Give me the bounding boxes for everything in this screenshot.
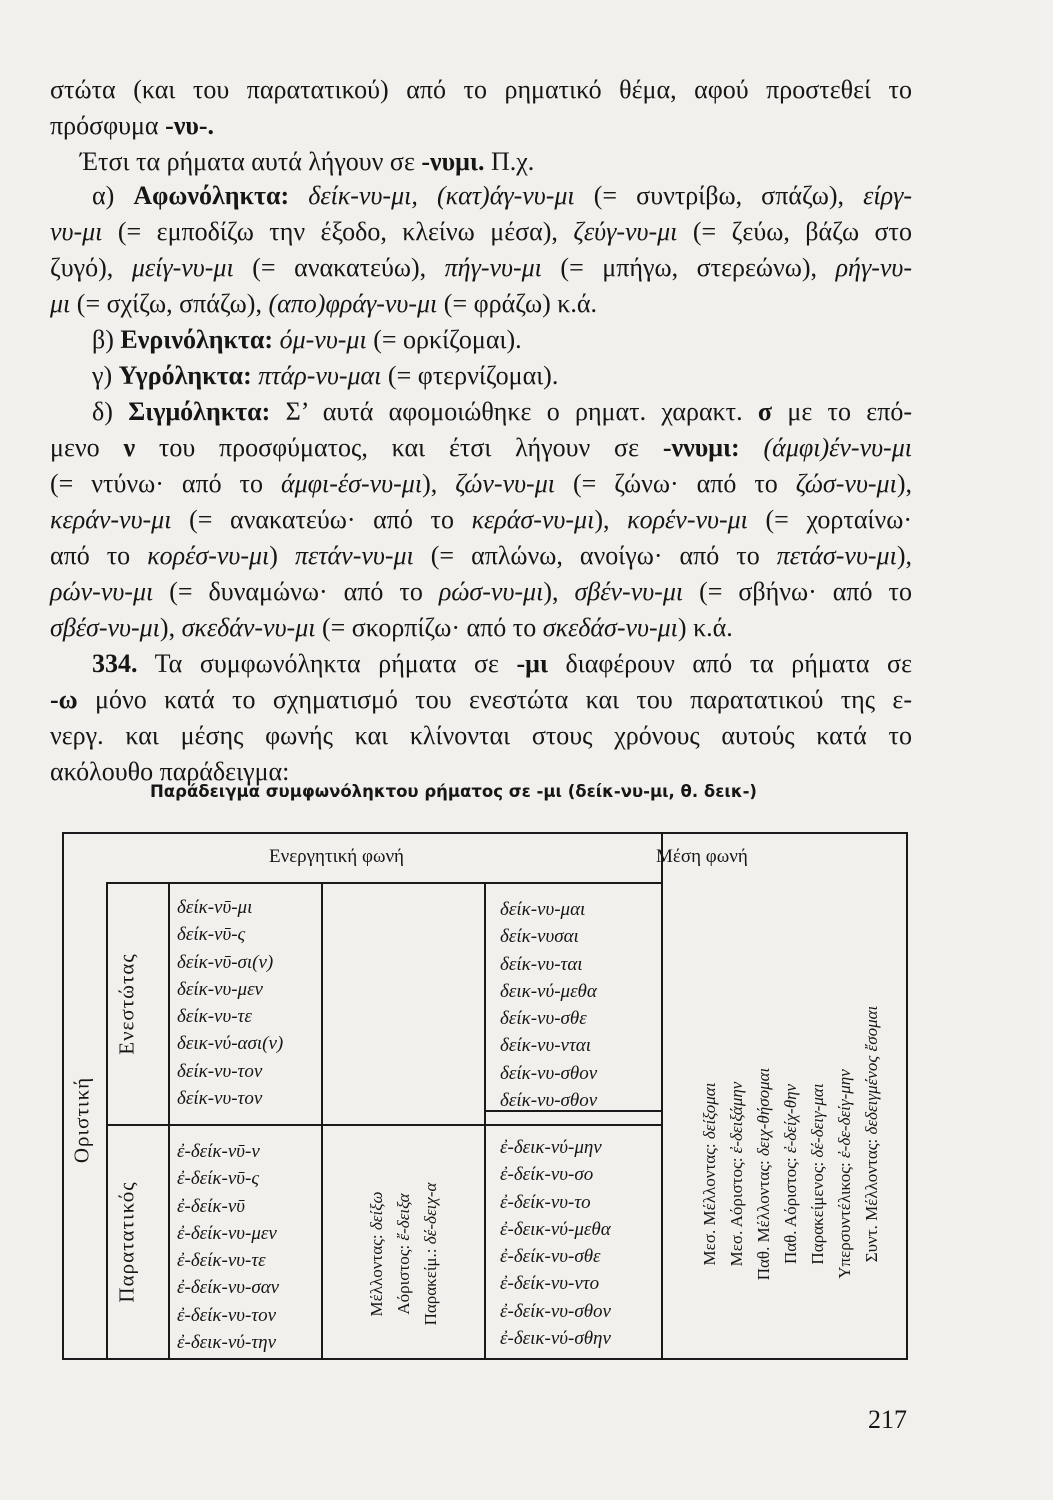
form-item: ἐ-δεικ-νύ-μεθα	[500, 1218, 611, 1240]
form-item: δείκ-νυ-νται	[500, 1035, 592, 1057]
voice-divider	[661, 834, 663, 1358]
text-line-2: πρόσφυμα -νυ-.	[50, 111, 214, 140]
para-334-line-1: 334. Τα συμφωνόληκτα ρήματα σε -μι διαφέρουν από τα ρήματα σε	[92, 649, 912, 678]
form-item: δείκ-νυ-μεν	[177, 978, 263, 1000]
form-item: δείκ-νυ-σθον	[500, 1062, 598, 1084]
alpha-line-2: νυ-μι (= εμποδίζω την έξοδο, κλείνω μέσα), ζεύγ-νυ-μι (= ζεύω, βάζω στο	[50, 217, 913, 246]
active-imperfect-forms	[177, 1138, 279, 1356]
perfect-label: Παρακείμενος: δέ-δειγ-μαι	[808, 1083, 827, 1265]
middle-present-forms	[500, 896, 597, 1114]
para-334-line-2: -ω μόνο κατά το σχηματισμό του ενεστώτα και του παρατατικού της ε-	[50, 685, 912, 714]
delta-line-4: κεράν-νυ-μι (= ανακατεύω· από το κεράσ-νυ-μι), κορέν-νυ-μι (= χορταίνω·	[50, 505, 912, 534]
middle-future-label: Μεσ. Μέλλοντας: δείξομαι	[700, 1082, 719, 1266]
delta-line-3: (= ντύνω· από το άμφι-έσ-νυ-μι), ζών-νυ-μι (= ζώνω· από το ζώσ-νυ-μι),	[50, 469, 912, 498]
form-item: ἐ-δείκ-νυ-σθε	[500, 1246, 601, 1268]
form-item: ἐ-δείκ-νυ-σθον	[500, 1300, 611, 1322]
form-item: δείκ-νυ-σθε	[500, 1008, 587, 1030]
form-item: ἐ-δείκ-νυ-το	[500, 1191, 591, 1213]
header-underline	[106, 882, 661, 884]
middle-aorist-label: Μεσ. Αόριστος: ἐ-δειξάμην	[727, 1081, 746, 1267]
active-form-divider	[321, 882, 323, 1358]
form-item: ἐ-δείκ-νυ-μεν	[177, 1222, 277, 1244]
form-item: ἐ-δείκ-νῡ	[177, 1195, 246, 1217]
active-voice-header: Ενεργητική φωνή	[269, 846, 404, 867]
form-item: δείκ-νυ-τον	[177, 1088, 263, 1110]
form-item: δείκ-νυ-μαι	[500, 899, 586, 920]
form-item: δείκ-νυ-ται	[500, 953, 583, 975]
future-perfect-label: Συντ. Μέλλοντας: δεδειγμένος ἔσομαι	[862, 1005, 881, 1263]
active-aorist-label: Αόριστος: ἔ-δειξα	[394, 1193, 413, 1315]
pluperfect-label: Υπερσυντέλικος: ἐ-δε-δείγ-μην	[835, 1069, 854, 1279]
form-item: δείκ-νῡ-μι	[177, 897, 253, 918]
delta-line-2: μενο ν του προσφύματος, και έτσι λήγουν σε -ννυμι: (άμφι)έν-νυ-μι	[50, 433, 912, 462]
form-item: ἐ-δεικ-νύ-την	[177, 1332, 276, 1354]
mood-label: Οριστική	[69, 1076, 94, 1164]
table-caption: Παράδειγμα συμφωνόληκτου ρήματος σε -μι (δείκ-νυ-μι, θ. δεικ-)	[150, 782, 757, 801]
form-item: ἐ-δείκ-νυ-σαν	[177, 1277, 280, 1299]
active-future-label: Μέλλοντας: δείξω	[367, 1191, 386, 1317]
form-item: ἐ-δείκ-νυ-τε	[177, 1250, 266, 1272]
delta-line-7: σβέσ-νυ-μι), σκεδάν-νυ-μι (= σκορπίζω· από το σκεδάσ-νυ-μι) κ.ά.	[50, 613, 733, 642]
form-item: δείκ-νῡ-ς	[177, 924, 246, 946]
middle-voice-header: Μέση φωνή	[656, 846, 748, 867]
tense-label-present: Ενεστώτας	[114, 953, 139, 1055]
form-item: ἐ-δείκ-νῡ-ν	[177, 1141, 260, 1162]
middle-imperfect-forms	[500, 1134, 611, 1352]
form-item: ἐ-δείκ-νυ-τον	[177, 1304, 277, 1326]
form-item: ἐ-δείκ-νυ-σο	[500, 1164, 594, 1186]
form-item: δείκ-νυ-τον	[177, 1060, 263, 1082]
delta-line-6: ρών-νυ-μι (= δυναμώνω· από το ρώσ-νυ-μι), σβέν-νυ-μι (= σβήνω· από το	[50, 577, 912, 606]
alpha-line-1: α) Αφωνόληκτα: δείκ-νυ-μι, (κατ)άγ-νυ-μι (= συντρίβω, σπάζω), είργ-	[92, 181, 913, 210]
delta-line-5: από το κορέσ-νυ-μι) πετάν-νυ-μι (= απλώνω, ανοίγω· από το πετάσ-νυ-μι),	[50, 541, 912, 570]
tense-row-divider	[106, 1124, 661, 1126]
form-item: δείκ-νυ-σθον	[500, 1090, 598, 1112]
gamma-line: γ) Υγρόληκτα: πτάρ-νυ-μαι (= φτερνίζομαι).	[92, 361, 559, 390]
text-line-3: Έτσι τα ρήματα αυτά λήγουν σε -νυμι. Π.χ.	[80, 147, 535, 176]
beta-line: β) Ενρινόληκτα: όμ-νυ-μι (= ορκίζομαι).	[92, 325, 522, 354]
passive-future-label: Παθ. Μέλλοντας: δειχ-θήσομαι	[754, 1067, 773, 1281]
para-334-line-3: νεργ. και μέσης φωνής και κλίνονται στους χρόνους αυτούς κατά το	[50, 721, 912, 750]
text-line-1: στώτα (και του παρατατικού) από το ρηματικό θέμα, αφού προστεθεί το	[50, 75, 912, 104]
tense-label-imperfect: Παρατατικός	[114, 1181, 139, 1303]
para-334-line-4: ακόλουθο παράδειγμα:	[50, 757, 290, 786]
form-item: δείκ-νυσαι	[500, 926, 579, 948]
active-perfect-label: Παρακείμ.: δέ-δειχ-α	[421, 1182, 440, 1326]
form-item: δείκ-νυ-τε	[177, 1006, 252, 1028]
form-item: δεικ-νύ-μεθα	[500, 980, 597, 1002]
mood-divider	[106, 882, 108, 1358]
form-item: δείκ-νῡ-σι(ν)	[177, 951, 274, 973]
delta-line-1: δ) Σιγμόληκτα: Σ’ αυτά αφομοιώθηκε ο ρηματ. χαρακτ. σ με το επό-	[92, 397, 912, 426]
form-item: ἐ-δεικ-νύ-σθην	[500, 1328, 611, 1350]
tense-divider	[168, 882, 170, 1358]
form-item: ἐ-δεικ-νύ-μην	[500, 1137, 602, 1158]
active-present-forms	[177, 894, 283, 1112]
alpha-line-4: μι (= σχίζω, σπάζω), (απο)φράγ-νυ-μι (= φράζω) κ.ά.	[50, 289, 598, 318]
alpha-line-3: ζυγό), μείγ-νυ-μι (= ανακατεύω), πήγ-νυ-μι (= μπήγω, στερεώνω), ρήγ-νυ-	[50, 253, 912, 282]
conjugation-table	[62, 832, 908, 1360]
middle-form-divider	[484, 882, 486, 1358]
form-item: ἐ-δείκ-νῡ-ς	[177, 1168, 260, 1190]
form-item: ἐ-δείκ-νυ-ντο	[500, 1273, 600, 1295]
passive-aorist-label: Παθ. Αόριστος: ἐ-δείχ-θην	[781, 1083, 800, 1265]
form-item: δεικ-νύ-ασι(ν)	[177, 1033, 284, 1055]
page-number: 217	[868, 1405, 907, 1434]
